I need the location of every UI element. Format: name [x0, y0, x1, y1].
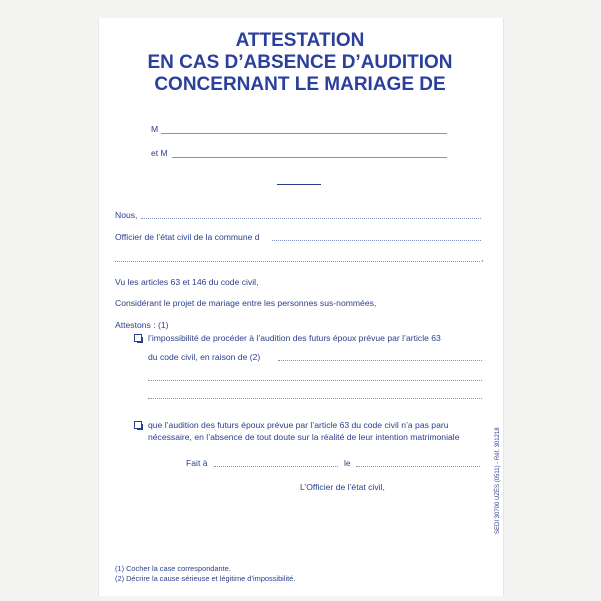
considerant-text: Considérant le projet de mariage entre les personnes sus-nommées, [115, 298, 377, 308]
footnote-1: (1) Cocher la case correspondante. [115, 564, 231, 573]
et-m-name-line[interactable] [172, 157, 447, 158]
et-m-label: et M [151, 148, 168, 158]
impossibility-reason-line-2[interactable] [148, 380, 482, 381]
separator-line [277, 184, 321, 185]
footnote-2: (2) Décrire la cause sérieuse et légitime d’impossibilité. [115, 574, 296, 583]
m-label: M [151, 124, 159, 134]
commune-comma: , [481, 253, 484, 263]
title-line-2: EN CAS D’ABSENCE D’AUDITION [147, 52, 453, 73]
fait-a-label: Fait à [186, 458, 208, 468]
option-2-line-2: nécessaire, en l’absence de tout doute sur la réalité de leur intention matrimoniale [148, 432, 460, 442]
officier-signature-label: L’Officier de l’état civil, [300, 482, 385, 492]
impossibility-reason-field[interactable] [278, 360, 482, 361]
fait-a-field[interactable] [214, 466, 338, 467]
option-2-checkbox[interactable] [134, 421, 142, 429]
commune-field-continued[interactable] [115, 261, 480, 262]
commune-field[interactable] [272, 240, 481, 241]
option-1-line-2: du code civil, en raison de (2) [148, 352, 261, 362]
nous-label: Nous, [115, 210, 138, 220]
m-name-line[interactable] [161, 133, 447, 134]
title-line-1: ATTESTATION [235, 30, 365, 51]
date-field[interactable] [356, 466, 480, 467]
title-line-3: CONCERNANT LE MARIAGE DE [154, 74, 446, 95]
option-1-line-1: l’impossibilité de procéder à l’audition des futurs époux prévue par l’article 63 [148, 333, 441, 343]
option-2-line-1: que l’audition des futurs époux prévue par l’article 63 du code civil n’a pas paru [148, 420, 449, 430]
side-reference: SEDI 30700 UZÈS (0511) - Réf. 301218 [495, 427, 501, 534]
vu-articles-text: Vu les articles 63 et 146 du code civil, [115, 277, 259, 287]
attestons-text: Attestons : (1) [115, 320, 169, 330]
option-1-checkbox[interactable] [134, 334, 142, 342]
impossibility-reason-line-3[interactable] [148, 398, 482, 399]
le-label: le [344, 458, 351, 468]
officier-commune-label: Officier de l’état civil de la commune d [115, 232, 260, 242]
nous-field[interactable] [141, 218, 481, 219]
